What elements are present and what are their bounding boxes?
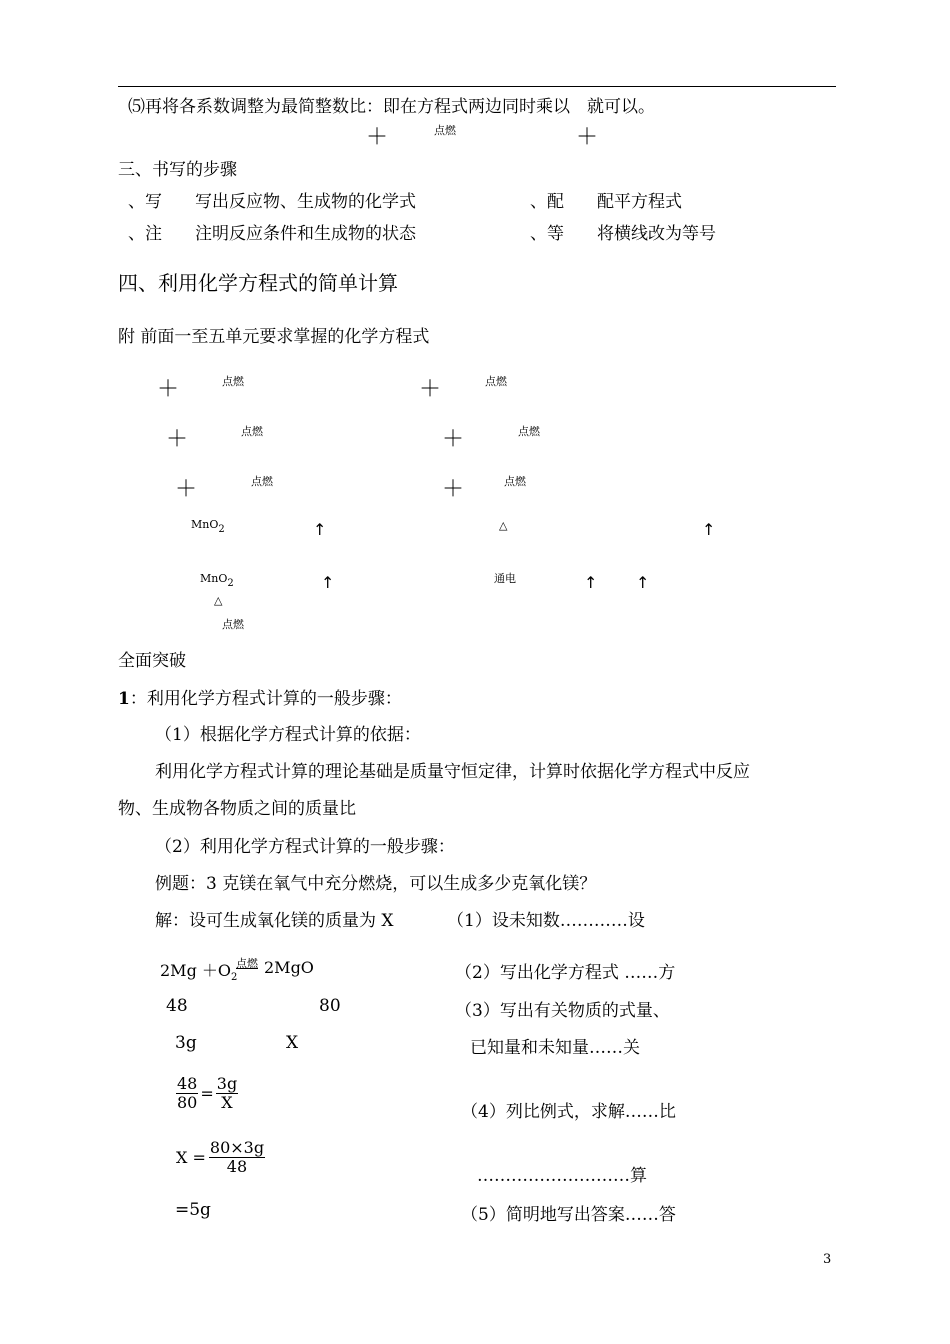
plus-sign: ＋ <box>175 477 198 502</box>
proportion: $\frac{48}{80}$ = $\frac{3g}{X}$ <box>177 1074 238 1112</box>
mass-value: 48 <box>166 996 188 1016</box>
condition-ignite: 点燃 <box>222 375 244 388</box>
appendix-heading: 附 前面一至五单元要求掌握的化学方程式 <box>118 327 430 347</box>
condition-ignite: 点燃 <box>241 425 263 438</box>
step-right: （4）列比例式，求解……比 <box>461 1102 676 1122</box>
gas-arrow-icon: ↑ <box>321 573 335 592</box>
reaction-product: 2MgO <box>264 958 314 977</box>
step-right: ………………………算 <box>477 1166 647 1186</box>
example-question: 例题：3 克镁在氧气中充分燃烧，可以生成多少克氧化镁？ <box>155 874 597 894</box>
catalyst-label: MnO2 <box>191 518 225 535</box>
header-rule <box>118 86 836 87</box>
step-right: （3）写出有关物质的式量、 <box>455 1001 670 1021</box>
plus-sign: ＋ <box>166 427 189 452</box>
step-mark: 、注 <box>128 224 162 244</box>
step-text: 将横线改为等号 <box>597 224 716 244</box>
reaction-equation: $2Mg +O_2$ <box>160 961 238 983</box>
step-text: 写出反应物、生成物的化学式 <box>195 192 416 212</box>
condition-ignite: 点燃 <box>504 475 526 488</box>
step-right: （5）简明地写出答案……答 <box>461 1205 676 1225</box>
catalyst-label: MnO2 <box>200 572 234 589</box>
plus-sign: ＋ <box>157 377 180 402</box>
plus-sign: ＋ <box>366 125 389 150</box>
step-right: （2）写出化学方程式 ……方 <box>455 963 676 983</box>
known-mass: 3g <box>175 1033 197 1053</box>
condition-electrolysis: 通电 <box>494 572 516 585</box>
unknown-mass: X <box>286 1033 299 1053</box>
gas-arrow-icon: ↑ <box>702 520 716 539</box>
condition-ignite: 点燃 <box>485 375 507 388</box>
solution-setup: 解：设可生成氧化镁的质量为 X <box>155 911 394 931</box>
final-answer: =5g <box>175 1200 211 1220</box>
section4-heading: 四、利用化学方程式的简单计算 <box>118 271 398 295</box>
plus-sign: ＋ <box>442 427 465 452</box>
heat-symbol: △ <box>214 594 223 607</box>
point1-title: 1：利用化学方程式计算的一般步骤： <box>118 689 402 709</box>
condition-ignite: 点燃 <box>236 957 258 970</box>
step-text: 注明反应条件和生成物的状态 <box>195 224 416 244</box>
condition-ignite: 点燃 <box>222 618 244 631</box>
point1-sub2: （2）利用化学方程式计算的一般步骤： <box>155 837 455 857</box>
breakthrough-heading: 全面突破 <box>118 651 186 671</box>
plus-sign: ＋ <box>419 377 442 402</box>
step-text: 配平方程式 <box>597 192 682 212</box>
point1-body: 利用化学方程式计算的理论基础是质量守恒定律，计算时依据化学方程式中反应 <box>155 762 750 782</box>
gas-arrow-icon: ↑ <box>584 573 598 592</box>
condition-ignite: 点燃 <box>434 124 456 137</box>
gas-arrow-icon: ↑ <box>313 520 327 539</box>
step-mark: 、写 <box>128 192 162 212</box>
mass-value: 80 <box>319 996 341 1016</box>
coefficient-step-line: ⑸再将各系数调整为最简整数比：即在方程式两边同时乘以 就可以。 <box>128 97 655 117</box>
gas-arrow-icon: ↑ <box>636 573 650 592</box>
step-mark: 、配 <box>530 192 564 212</box>
solve-expression: X = $\frac{80\times 3g}{48}$ <box>176 1138 265 1176</box>
plus-sign: ＋ <box>442 477 465 502</box>
step-right: 已知量和未知量……关 <box>470 1038 640 1058</box>
plus-sign: ＋ <box>576 125 599 150</box>
condition-ignite: 点燃 <box>251 475 273 488</box>
step-mark: 、等 <box>530 224 564 244</box>
step-right: （1）设未知数…………设 <box>447 911 645 931</box>
section3-heading: 三、书写的步骤 <box>118 160 237 180</box>
point1-sub1: （1）根据化学方程式计算的依据： <box>155 725 421 745</box>
point1-body-cont: 物、生成物各物质之间的质量比 <box>118 799 356 819</box>
page-number: 3 <box>823 1252 832 1267</box>
condition-ignite: 点燃 <box>518 425 540 438</box>
heat-symbol: △ <box>499 519 508 532</box>
